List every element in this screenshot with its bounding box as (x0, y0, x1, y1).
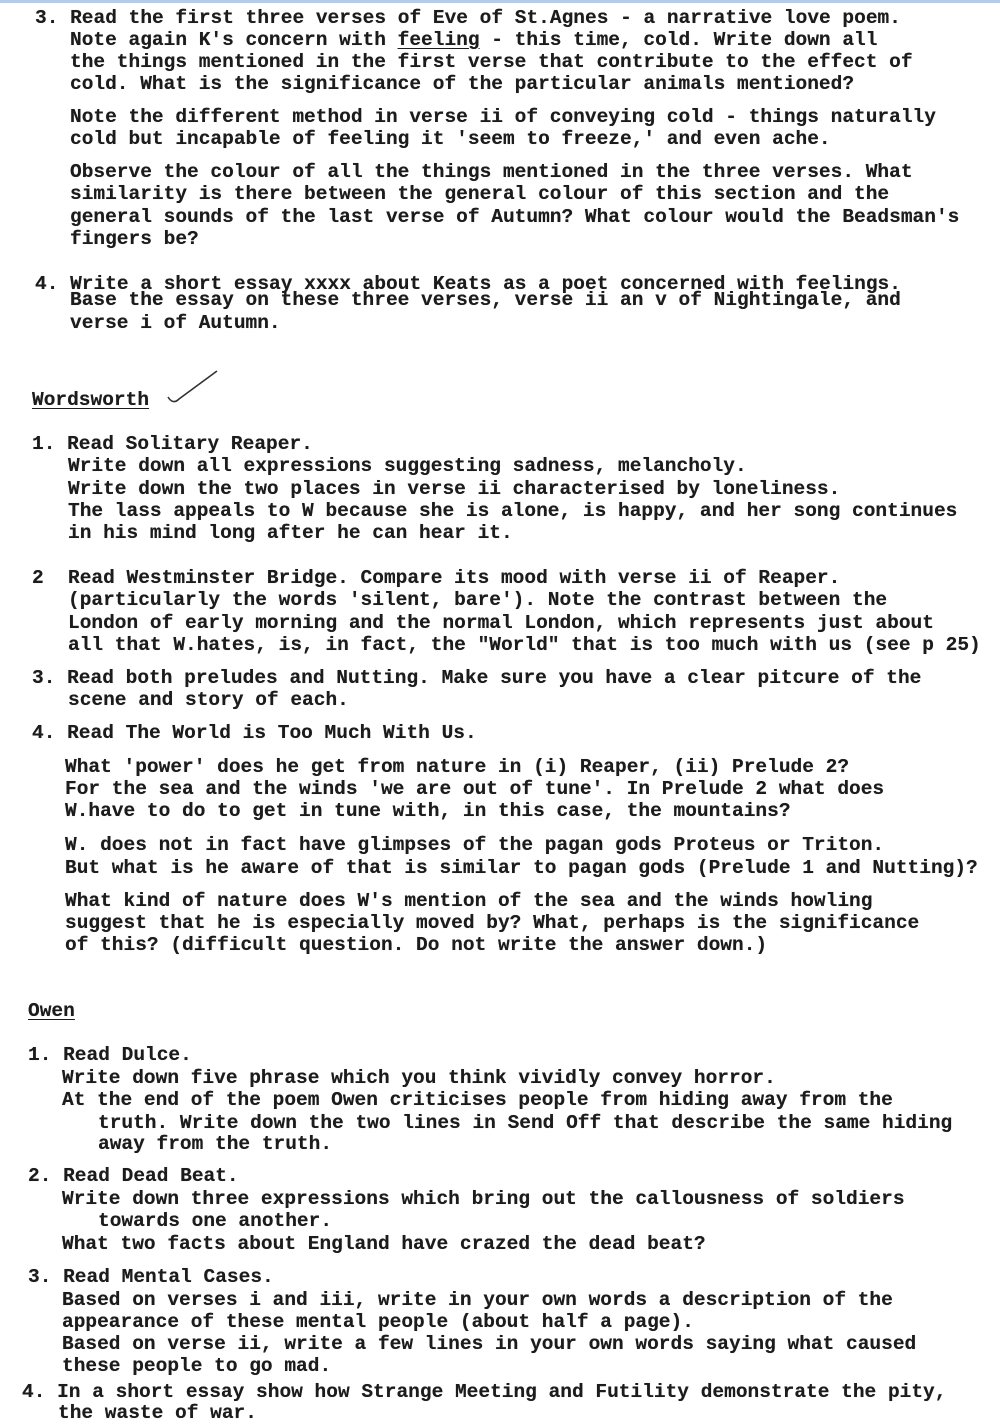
wordsworth-line: W. does not in fact have glimpses of the pagan gods Proteus or Triton. (65, 834, 885, 856)
wordsworth-line: But what is he aware of that is similar to pagan gods (Prelude 1 and Nutting)? (65, 857, 978, 879)
wordsworth-line: in his mind long after he can hear it. (68, 522, 513, 544)
owen-line: Write down five phrase which you think vividly convey horror. (62, 1067, 776, 1089)
wordsworth-line: scene and story of each. (68, 689, 349, 711)
underlined-word: feeling (397, 29, 480, 51)
owen-line: away from the truth. (98, 1133, 333, 1155)
wordsworth-line: (particularly the words 'silent, bare'). Note the contrast between the (68, 589, 888, 611)
keats-q3-line: general sounds of the last verse of Autumn? What colour would the Beadsman's (70, 206, 960, 228)
keats-q3-line: cold. What is the significance of the particular animals mentioned? (70, 73, 855, 95)
wordsworth-line: all that W.hates, is, in fact, the "World" that is too much with us (see p 25) (68, 634, 981, 656)
owen-line: the waste of war. (58, 1402, 257, 1424)
owen-line: At the end of the poem Owen criticises people from hiding away from the (62, 1089, 893, 1111)
wordsworth-line: 3. Read both preludes and Nutting. Make sure you have a clear pitcure of the (32, 667, 922, 689)
keats-q4-line: Base the essay on these three verses, verse ii an v of Nightingale, and (70, 289, 901, 311)
section-heading-wordsworth: Wordsworth (32, 389, 150, 411)
wordsworth-line: 1. Read Solitary Reaper. (32, 433, 313, 455)
owen-line: 3. Read Mental Cases. (28, 1266, 274, 1288)
owen-line: these people to go mad. (62, 1355, 332, 1377)
wordsworth-line: For the sea and the winds 'we are out of tune'. In Prelude 2 what does (65, 778, 885, 800)
keats-q3-line: Note the different method in verse ii of conveying cold - things naturally (70, 106, 936, 128)
owen-line: Write down three expressions which bring out the callousness of soldiers (62, 1188, 905, 1210)
keats-q3-line: fingers be? (70, 228, 199, 250)
owen-line: Based on verses i and iii, write in your own words a description of the (62, 1289, 893, 1311)
wordsworth-line: 2 (32, 567, 44, 589)
keats-q3-line: the things mentioned in the first verse that contribute to the effect of (70, 51, 913, 73)
text: Note again K's concern with (70, 29, 398, 51)
keats-q3-line: 3. Read the first three verses of Eve of St.Agnes - a narrative love poem. (35, 7, 901, 29)
keats-q3-line (70, 29, 877, 51)
wordsworth-line: 4. Read The World is Too Much With Us. (32, 722, 477, 744)
wordsworth-line: of this? (difficult question. Do not write the answer down.) (65, 934, 768, 956)
wordsworth-line: London of early morning and the normal London, which represents just about (68, 612, 934, 634)
wordsworth-line: Write down the two places in verse ii characterised by loneliness. (68, 478, 841, 500)
keats-q3-line: cold but incapable of feeling it 'seem to freeze,' and even ache. (70, 128, 831, 150)
wordsworth-line: Write down all expressions suggesting sadness, melancholy. (68, 455, 747, 477)
wordsworth-line: What 'power' does he get from nature in (i) Reaper, (ii) Prelude 2? (65, 756, 850, 778)
owen-line: appearance of these mental people (about half a page). (62, 1311, 694, 1333)
wordsworth-line: Read Westminster Bridge. Compare its mood with verse ii of Reaper. (68, 567, 841, 589)
owen-line: 1. Read Dulce. (28, 1044, 192, 1066)
wordsworth-line: What kind of nature does W's mention of the sea and the winds howling (65, 890, 873, 912)
keats-q3-line: Observe the colour of all the things mentioned in the three verses. What (70, 161, 913, 183)
check-mark-icon (165, 369, 220, 409)
owen-line: Based on verse ii, write a few lines in your own words saying what caused (62, 1333, 917, 1355)
wordsworth-line: suggest that he is especially moved by? What, perhaps is the significance (65, 912, 920, 934)
wordsworth-line: The lass appeals to W because she is alone, is happy, and her song continues (68, 500, 958, 522)
text: - this time, cold. Write down all (479, 29, 878, 51)
owen-line: 2. Read Dead Beat. (28, 1165, 239, 1187)
section-heading-owen: Owen (28, 1000, 75, 1022)
owen-line: truth. Write down the two lines in Send Off that describe the same hiding (98, 1112, 953, 1134)
keats-q4-line: verse i of Autumn. (70, 312, 281, 334)
keats-q3-line: similarity is there between the general colour of this section and the (70, 183, 890, 205)
owen-line: towards one another. (98, 1210, 333, 1232)
owen-line: What two facts about England have crazed the dead beat? (62, 1233, 706, 1255)
keats-q4-line: 4. Write a short essay xxxx about Keats as a poet concerned with feelings. (35, 273, 901, 295)
owen-line: 4. In a short essay show how Strange Meeting and Futility demonstrate the pity, (22, 1381, 947, 1403)
wordsworth-line: W.have to do to get in tune with, in this case, the mountains? (65, 800, 791, 822)
